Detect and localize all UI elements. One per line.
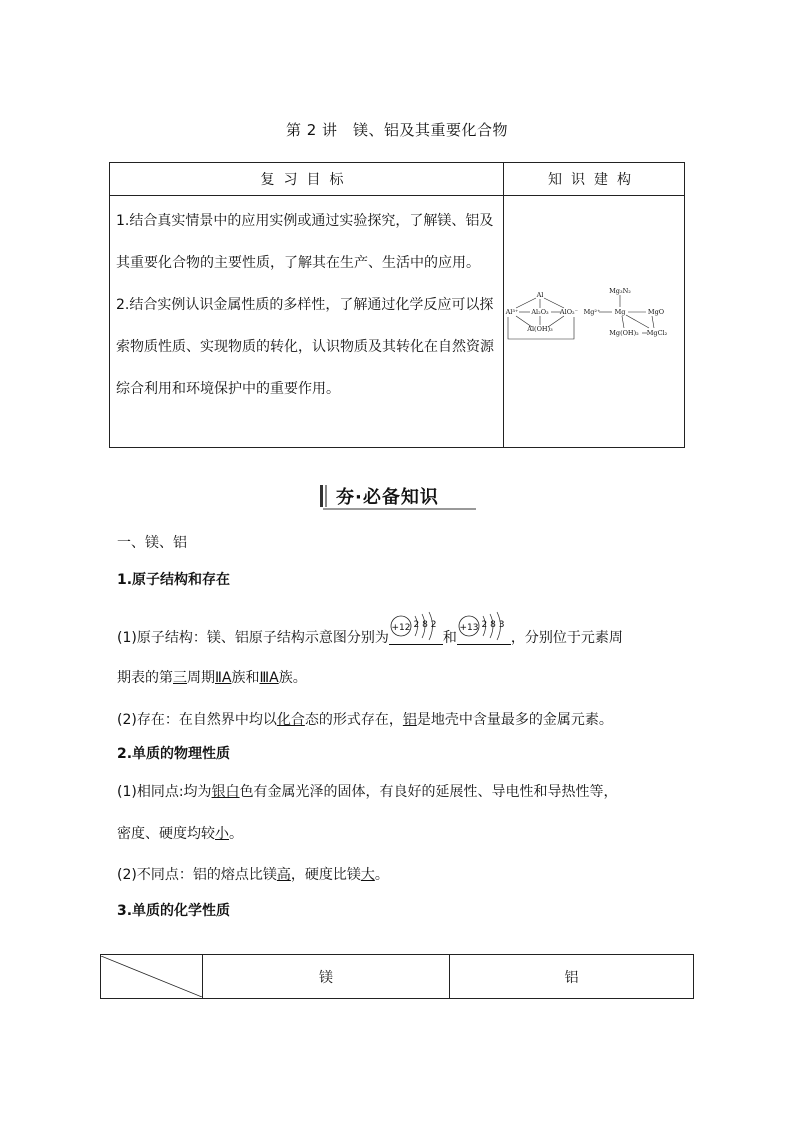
sub-heading-structure: 1.原子结构和存在 — [117, 572, 231, 588]
mg-node: Mg — [614, 307, 626, 316]
al-atom-blank — [457, 620, 511, 645]
paragraph-density — [117, 823, 243, 843]
mgoh2-node: Mg(OH)₂ — [609, 328, 639, 337]
banner-bar-secondary — [325, 485, 327, 507]
goal-2: 2.结合实例认识金属性质的多样性，了解通过化学反应可以探索物质性质、实现物质的转化，认识物质及其转化在自然资源综合利用和环境保护中的重要作用。 — [116, 297, 494, 397]
paragraph-similarity — [117, 781, 618, 801]
group-answer-mg: ⅡA — [215, 670, 232, 686]
mg-atom-blank — [389, 620, 443, 645]
mg2-node: Mg²⁺ — [583, 307, 601, 316]
sub-heading-physical: 2.单质的物理性质 — [117, 746, 231, 762]
mgcl2-node: MgCl₂ — [646, 328, 668, 337]
section-banner — [320, 483, 480, 509]
mg-shells: 2 8 2 — [413, 620, 437, 630]
paragraph-structure — [117, 620, 623, 647]
p3-b: 色有金属光泽的固体，有良好的延展性、导电性和导热性等， — [239, 784, 618, 800]
p1-mid: 和 — [442, 630, 457, 646]
al-node: Al — [536, 290, 544, 299]
banner-bar — [320, 485, 323, 507]
al-shells: 2 8 3 — [481, 620, 505, 630]
goal-1: 1.结合真实情景中的应用实例或通过实验探究，了解镁、铝及其重要化合物的主要性质，了解其在生产、生活中的应用。 — [116, 213, 494, 271]
aloh3-node: Al(OH)₃ — [527, 324, 553, 333]
goals-header: 复习目标 — [110, 163, 504, 196]
chemical-properties-table — [100, 954, 694, 999]
p1b-c: 族和 — [231, 670, 260, 686]
column-magnesium: 镁 — [203, 955, 450, 999]
sub-heading-chemical: 3.单质的化学性质 — [117, 903, 231, 919]
page-title: 第 2 讲 镁、铝及其重要化合物 — [285, 121, 509, 139]
p1b-b: 周期 — [187, 670, 215, 686]
knowledge-map-cell — [504, 196, 685, 448]
column-aluminum: 铝 — [450, 955, 694, 999]
p3b-a: 密度、硬度均较 — [117, 826, 215, 842]
p1-suffix: ，分别位于元素周 — [510, 630, 623, 646]
section-heading: 一、镁、铝 — [117, 535, 187, 551]
p4-b: ，硬度比镁 — [290, 867, 361, 883]
diagonal-header-cell — [101, 955, 203, 999]
goals-table — [109, 162, 685, 448]
p4-a: (2)不同点：铝的熔点比镁 — [117, 867, 277, 883]
banner-underline — [323, 508, 476, 510]
paragraph-period — [117, 667, 307, 687]
p2-a: (2)存在：在自然界中均以 — [117, 712, 277, 728]
color-answer: 银白 — [211, 784, 240, 800]
p1b-a: 期表的第 — [117, 670, 173, 686]
al2o3-node: Al₂O₃ — [531, 307, 549, 316]
p1-prefix: (1)原子结构：镁、铝原子结构示意图分别为 — [117, 630, 389, 646]
diagonal-line — [101, 956, 202, 997]
p1b-d: 族。 — [278, 670, 307, 686]
group-answer-al: ⅢA — [259, 670, 279, 686]
p2-c: 是地壳中含量最多的金属元素。 — [416, 712, 613, 728]
knowledge-map-diagram — [504, 287, 684, 357]
metal-answer: 铝 — [402, 712, 417, 728]
p3b-b: 。 — [229, 826, 243, 842]
banner-text: 夯·必备知识 — [336, 487, 439, 508]
p2-b: 态的形式存在， — [304, 712, 403, 728]
high-answer: 高 — [276, 867, 291, 883]
mgo-node: MgO — [647, 307, 665, 316]
state-answer: 化合 — [276, 712, 305, 728]
p4-c: 。 — [374, 867, 389, 883]
knowledge-header: 知识建构 — [504, 163, 685, 196]
alo2-node: AlO₂⁻ — [559, 307, 579, 316]
small-answer: 小 — [215, 826, 229, 842]
paragraph-occurrence — [117, 709, 613, 729]
period-answer: 三 — [173, 670, 187, 686]
al-atom-diagram — [457, 611, 537, 641]
al3-node: Al³⁺ — [505, 307, 519, 316]
al-nucleus: +13 — [459, 623, 479, 633]
paragraph-difference — [117, 864, 389, 884]
goals-cell — [110, 196, 504, 448]
big-answer: 大 — [360, 867, 375, 883]
mg-nucleus: +12 — [391, 623, 411, 633]
mg3n2-node: Mg₃N₂ — [609, 286, 631, 295]
p3-a: (1)相同点:均为 — [117, 784, 212, 800]
